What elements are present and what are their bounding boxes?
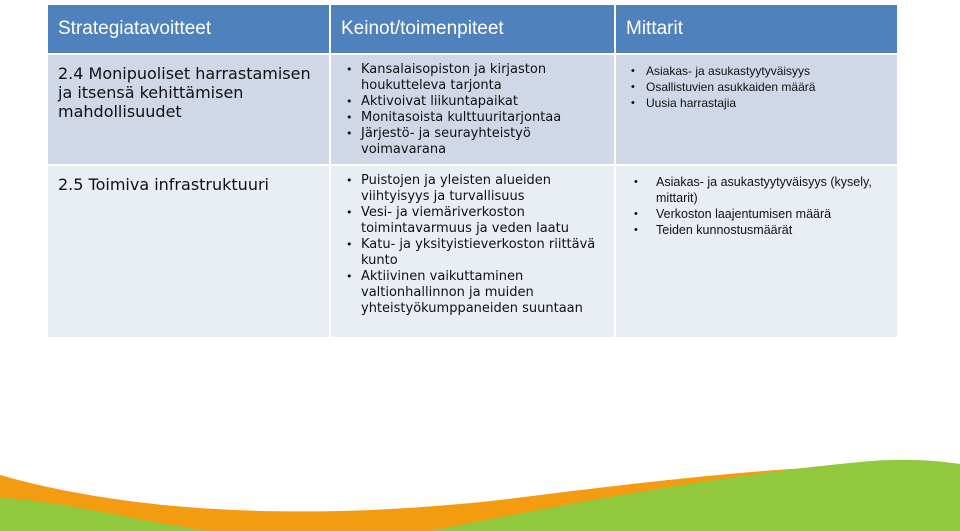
metrics-list	[626, 63, 887, 111]
list-item: • Aktiivinen vaikuttaminen valtionhallinnon ja muiden yhteistyökumppaneiden suuntaan	[341, 269, 604, 317]
list-item: • Asiakas- ja asukastyytyväisyys (kysely, mittarit)	[626, 174, 887, 206]
actions-cell-2-5	[331, 166, 614, 337]
list-item: • Teiden kunnostusmäärät	[626, 222, 887, 238]
list-item: • Kansalaisopiston ja kirjaston houkutteleva tarjonta	[341, 62, 604, 94]
goal-cell-2-4: 2.4 Monipuoliset harrastamisen ja itsensä kehittämisen mahdollisuudet	[48, 55, 329, 164]
list-item: • Monitasoista kulttuuritarjontaa	[341, 110, 604, 126]
strategy-table	[48, 5, 895, 337]
header-means-actions: Keinot/toimenpiteet	[331, 5, 614, 53]
list-item: • Uusia harrastajia	[626, 95, 887, 111]
list-item: • Katu- ja yksityistieverkoston riittävä kunto	[341, 237, 604, 269]
list-item: • Vesi- ja viemäriverkoston toimintavarmuus ja veden laatu	[341, 205, 604, 237]
actions-list	[341, 173, 604, 317]
decorative-wave	[0, 380, 960, 531]
list-item: • Puistojen ja yleisten alueiden viihtyisyys ja turvallisuus	[341, 173, 604, 205]
actions-list	[341, 62, 604, 158]
metrics-list	[626, 174, 887, 238]
goal-cell-2-5: 2.5 Toimiva infrastruktuuri	[48, 166, 329, 337]
actions-cell-2-4	[331, 55, 614, 164]
list-item: • Asiakas- ja asukastyytyväisyys	[626, 63, 887, 79]
header-strategic-goals: Strategiatavoitteet	[48, 5, 329, 53]
list-item: • Järjestö- ja seurayhteistyö voimavarana	[341, 126, 604, 158]
metrics-cell-2-5	[616, 166, 897, 337]
list-item: • Verkoston laajentumisen määrä	[626, 206, 887, 222]
list-item: • Aktivoivat liikuntapaikat	[341, 94, 604, 110]
header-metrics: Mittarit	[616, 5, 897, 53]
metrics-cell-2-4	[616, 55, 897, 164]
list-item: • Osallistuvien asukkaiden määrä	[626, 79, 887, 95]
